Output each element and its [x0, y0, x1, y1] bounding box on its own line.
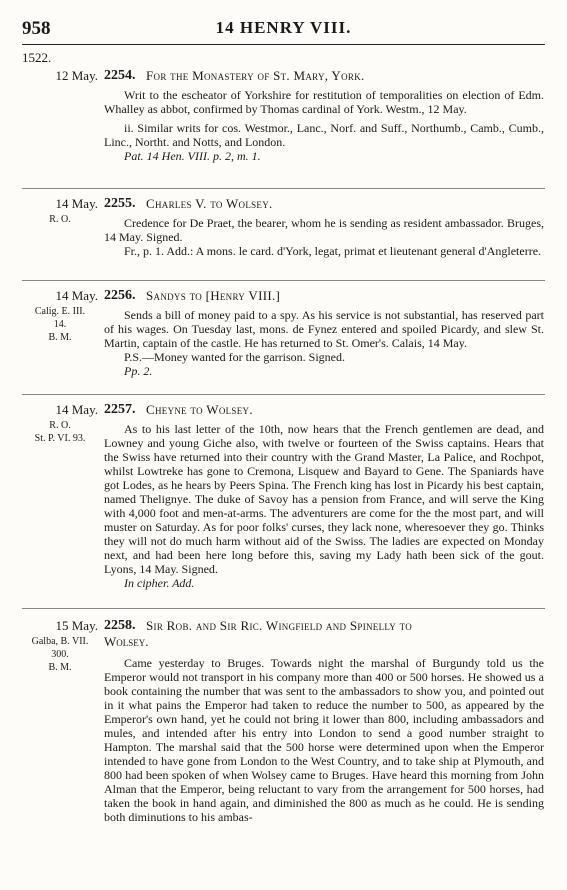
- entry-divider: [22, 394, 545, 395]
- source-line: St. P. VI. 93.: [34, 433, 86, 444]
- entry-paragraph: As to his last letter of the 10th, now hears that the French gentlemen are dead, and Lowney and young Giche also, with twelve or fourteen of the Swiss captains. Hears that the Swiss have returned into their country with the Grand Master, La Palice, and Rochpot, whilst Lowtreke has gone to Cremona, Lisquew and Bayard to Gene. The Spaniards have got Lodes, as he hears by Peers Spina. The French king has lost in Picardy his best captain, named Thelignye. The duke of Savoy has a pension from France, and will serve the King with 4,000 foot and men-at-arms. The adventurers are come for the the most part, and will muster on Saturday. As for poor folks' curses, they lack none, wheresoever they go. Thinks they will not do much harm without aid of the Swiss. The ladies are expected on Monday next, and had been here long before this, saving my Lady hath been sick of the gout. Lyons, 14 May. Signed.: [104, 422, 544, 576]
- entry-source: [22, 419, 98, 445]
- entry-date: 14 May.: [55, 402, 98, 417]
- entry-heading: Sir Rob. and Sir Ric. Wingfield and Spinelly to: [146, 618, 413, 633]
- entry-number: 2257.: [104, 402, 136, 417]
- entry-divider: [22, 608, 545, 609]
- source-line: Galba, B. VII.: [31, 636, 89, 647]
- entry-heading-continued: Wolsey.: [104, 634, 149, 649]
- entry-body: [104, 308, 544, 378]
- entry-date: 12 May.: [55, 68, 98, 83]
- entry-paragraph: Writ to the escheator of Yorkshire for restitution of temporalities on election of Edm. Whalley as abbot, confirmed by Thomas cardinal of York. Westm., 12 May.: [104, 88, 544, 116]
- entry-note: Pat. 14 Hen. VIII. p. 2, m. 1.: [124, 149, 261, 163]
- entry-divider: [22, 188, 545, 189]
- entry-heading: Charles V. to Wolsey.: [146, 196, 273, 211]
- entry-heading: For the Monastery of St. Mary, York.: [146, 68, 365, 83]
- entry-paragraph: Fr., p. 1. Add.: A mons. le card. d'York, legat, primat et lieutenant general d'Angleterre.: [124, 244, 542, 258]
- entry-heading: Cheyne to Wolsey.: [146, 402, 253, 417]
- entry-body: [104, 88, 544, 163]
- entry-paragraph: ii. Similar writs for cos. Westmor., Lanc., Norf. and Suff., Northumb., Camb., Cumb., Linc., Northt. and Notts, and London.: [104, 121, 544, 149]
- entry-note: In cipher. Add.: [124, 576, 195, 590]
- entry-number: 2255.: [104, 196, 136, 211]
- entry-paragraph: Came yesterday to Bruges. Towards night the marshal of Burgundy told us the Emperor would not transport in his company more than 400 or 500 horses. He showed us a book containing the number that was sent to the ambassadors to show you, and pointed out in it what pains the Emperor had taken to reduce the number to 500, as appeared by the Emperor's own hand, yet he could not bring it lower than 800, including ambassadors and mules, and intended after his entry into London to send a good number straight to Hampton. The marshal said that the 500 horse were determined upon when the Emperor intended to have gone from London to the West Country, and to take ship at Plymouth, and 800 had been spoken of when Wolsey came to Bruges. Have heard this morning from John Alman that the Emperor, being reluctant to vary from the arrangement for 500 horses, had taken the book in hand again, and diminished the 800 as much as he could. He is sending both diminutions to his ambas-: [104, 656, 544, 824]
- entry-note: Pp. 2.: [124, 364, 153, 378]
- entry-date: 14 May.: [55, 288, 98, 303]
- entry-date: 14 May.: [55, 196, 98, 211]
- page-number: 958: [22, 18, 51, 39]
- source-line: 14.: [53, 319, 67, 330]
- entry-number: 2256.: [104, 288, 136, 303]
- entry-body: [104, 216, 544, 258]
- source-line: B. M.: [48, 662, 72, 673]
- source-line: 300.: [51, 649, 69, 660]
- entry-body: [104, 656, 544, 824]
- page-header: [22, 16, 545, 45]
- entry-number: 2258.: [104, 618, 136, 633]
- running-title: 14 HENRY VIII.: [215, 18, 352, 37]
- entry-divider: [22, 280, 545, 281]
- entry-source: [22, 635, 98, 674]
- source-line: B. M.: [48, 332, 72, 343]
- entry-source: [22, 305, 98, 344]
- entry-paragraph: Credence for De Praet, the bearer, whom he is sending as resident ambassador. Bruges, 14 May. Signed.: [104, 216, 544, 244]
- entry-paragraph: Sends a bill of money paid to a spy. As his service is not substantial, has reserved part of his wages. On Tuesday last, mons. de Fynez entered and spoiled Picardy, and slew St. Martin, captain of the castle. He has returned to St. Omer's. Calais, 14 May.: [104, 308, 544, 350]
- entry-source: [22, 213, 98, 226]
- source-line: R. O.: [49, 214, 71, 225]
- entry-date: 15 May.: [55, 618, 98, 633]
- entry-heading: Sandys to [Henry VIII.]: [146, 288, 281, 303]
- entry-paragraph: P.S.—Money wanted for the garrison. Signed.: [124, 350, 345, 364]
- entry-number: 2254.: [104, 68, 136, 83]
- entry-body: [104, 422, 544, 590]
- source-line: Calig. E. III.: [34, 306, 86, 317]
- source-line: R. O.: [49, 420, 71, 431]
- year-label: 1522.: [22, 50, 52, 65]
